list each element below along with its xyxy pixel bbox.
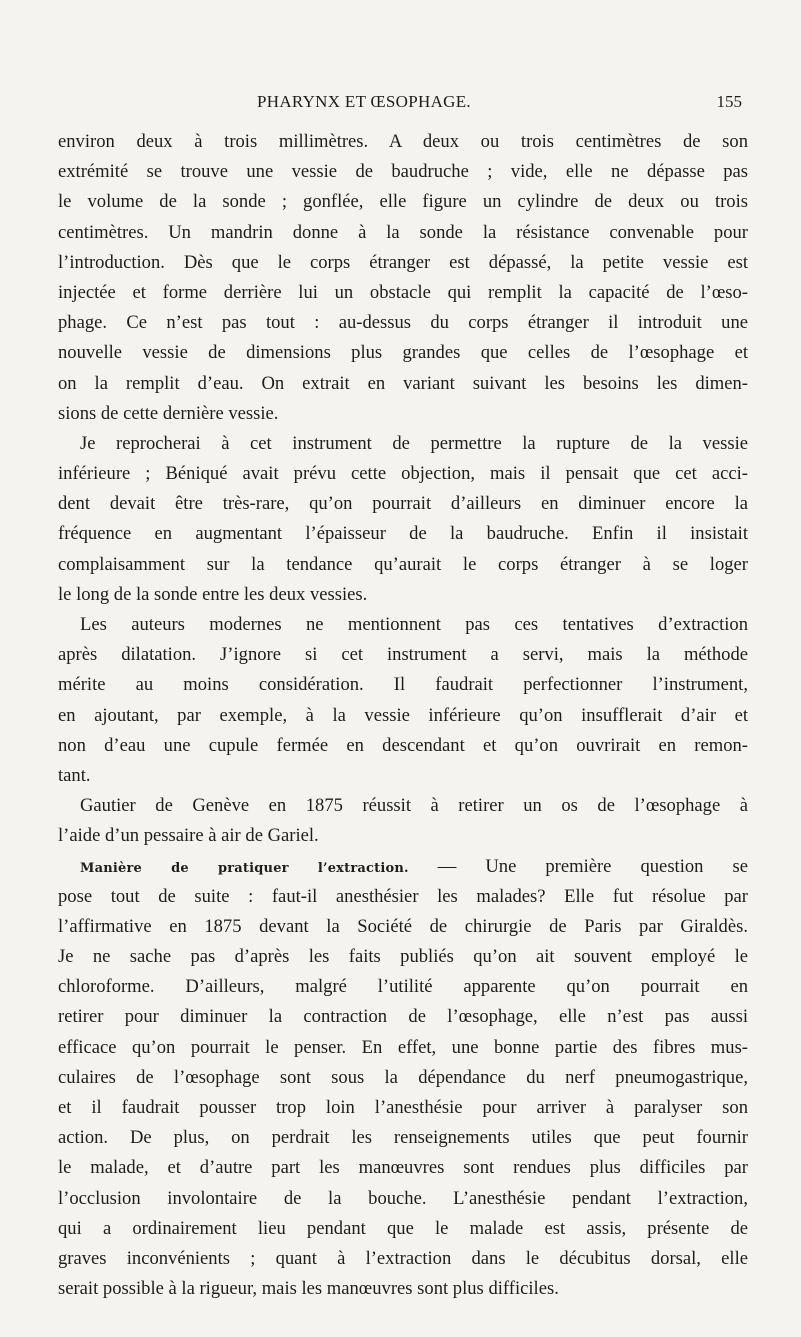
text-line (58, 550, 748, 580)
line-text: fréquence en augmentant l’épaisseur de la baudruche. Enfin il insistait (58, 523, 748, 545)
line-text: Les auteurs modernes ne mentionnent pas ces tentatives d’extraction (80, 614, 748, 635)
line-text: Gautier de Genève en 1875 réussit à retirer un os de l’œsophage à (80, 795, 748, 817)
text-line (58, 1093, 748, 1123)
text-line (58, 942, 748, 972)
running-title: PHARYNX ET ŒSOPHAGE. (257, 92, 471, 111)
line-text: chloroforme. D’ailleurs, malgré l’utilité apparente qu’on pourrait en (58, 976, 748, 998)
line-text: l’aide d’un pessaire à air de Gariel. (58, 825, 319, 847)
text-line (58, 369, 748, 399)
text-line (58, 1063, 748, 1093)
line-text: mérite au moins considération. Il faudrait perfectionner l’instrument, (58, 674, 748, 696)
line-text: nouvelle vessie de dimensions plus grandes que celles de l’œsophage et (58, 342, 748, 364)
body-text (58, 127, 748, 1304)
text-line (58, 1033, 748, 1063)
text-line (58, 399, 748, 429)
line-text: et il faudrait pousser trop loin l’anesthésie pour arriver à paralyser son (58, 1097, 748, 1118)
text-line (58, 972, 748, 1002)
line-text: complaisamment sur la tendance qu’aurait le corps étranger à se loger (58, 553, 748, 575)
text-line (58, 791, 748, 821)
line-text: inférieure ; Béniqué avait prévu cette objection, mais il pensait que cet acci- (58, 463, 748, 485)
text-line (58, 761, 748, 791)
line-text: on la remplit d’eau. On extrait en variant suivant les besoins les dimen- (58, 372, 748, 394)
line-text: non d’eau une cupule fermée en descendant et qu’on ouvrirait en remon- (58, 734, 748, 756)
text-line (58, 187, 748, 217)
text-line (58, 1002, 748, 1032)
text-line (58, 580, 748, 610)
line-text: en ajoutant, par exemple, à la vessie inférieure qu’on insufflerait d’air et (58, 704, 748, 726)
text-line (58, 459, 748, 489)
text-line (58, 1184, 748, 1214)
text-line (58, 429, 748, 459)
text-line (58, 489, 748, 519)
line-text: l’introduction. Dès que le corps étranger est dépassé, la petite vessie est (58, 251, 748, 273)
line-text: le malade, et d’autre part les manœuvres sont rendues plus difficiles par (58, 1157, 748, 1179)
text-line (58, 338, 748, 368)
line-text: phage. Ce n’est pas tout : au-dessus du corps étranger il introduit une (58, 312, 748, 334)
line-text: tant. (58, 764, 91, 786)
line-text: pose tout de suite : faut-il anesthésier les malades? Elle fut résolue par (58, 885, 748, 907)
text-line (58, 1274, 748, 1304)
line-text: action. De plus, on perdrait les renseignements utiles que peut fournir (58, 1127, 748, 1149)
text-line (58, 519, 748, 549)
page-number: 155 (716, 92, 742, 111)
line-text: culaires de l’œsophage sont sous la dépendance du nerf pneumogastrique, (58, 1066, 748, 1088)
text-line (58, 278, 748, 308)
line-text: centimètres. Un mandrin donne à la sonde la résistance convenable pour (58, 221, 748, 243)
text-line (58, 912, 748, 942)
text-line (58, 701, 748, 731)
line-text: graves inconvénients ; quant à l’extraction dans le décubitus dorsal, elle (58, 1247, 748, 1269)
text-line (58, 610, 748, 640)
text-line (58, 670, 748, 700)
line-text: retirer pour diminuer la contraction de l’œsophage, elle n’est pas aussi (58, 1006, 748, 1028)
line-text: Je reprocherai à cet instrument de permettre la rupture de la vessie (80, 432, 748, 454)
section-heading: Manière de pratiquer l’extraction. (80, 860, 409, 876)
line-text: dent devait être très-rare, qu’on pourrait d’ailleurs en diminuer encore la (58, 493, 748, 515)
text-line (58, 821, 748, 851)
text-line (58, 1153, 748, 1183)
line-text: le volume de la sonde ; gonflée, elle figure un cylindre de deux ou trois (58, 191, 748, 213)
line-text: l’occlusion involontaire de la bouche. L’anesthésie pendant l’extraction, (58, 1187, 748, 1209)
line-text: environ deux à trois millimètres. A deux ou trois centimètres de son (58, 131, 748, 152)
line-text: le long de la sonde entre les deux vessies. (58, 583, 368, 605)
text-line (58, 882, 748, 912)
line-text: extrémité se trouve une vessie de baudruche ; vide, elle ne dépasse pas (58, 161, 748, 183)
text-line (58, 127, 748, 157)
line-text: Je ne sache pas d’après les faits publiés qu’on ait souvent employé le (58, 946, 748, 968)
line-text: serait possible à la rigueur, mais les manœuvres sont plus difficiles. (58, 1278, 559, 1300)
text-line (58, 731, 748, 761)
line-text: après dilatation. J’ignore si cet instrument a servi, mais la méthode (58, 644, 748, 666)
line-text: qui a ordinairement lieu pendant que le malade est assis, présente de (58, 1217, 748, 1239)
text-line (58, 640, 748, 670)
line-text: sions de cette dernière vessie. (58, 402, 279, 424)
text-line (58, 1214, 748, 1244)
text-line (58, 248, 748, 278)
text-line (58, 1123, 748, 1153)
line-text: — Une première question se (408, 855, 748, 877)
line-text: l’affirmative en 1875 devant la Société de chirurgie de Paris par Giraldès. (58, 915, 748, 937)
text-line (58, 1244, 748, 1274)
line-text: efficace qu’on pourrait le penser. En effet, une bonne partie des fibres mus- (58, 1036, 748, 1058)
line-text: injectée et forme derrière lui un obstacle qui remplit la capacité de l’œso- (58, 281, 748, 303)
text-line (58, 852, 748, 882)
text-line (58, 218, 748, 248)
text-line (58, 157, 748, 187)
text-line (58, 308, 748, 338)
running-header (0, 92, 801, 116)
